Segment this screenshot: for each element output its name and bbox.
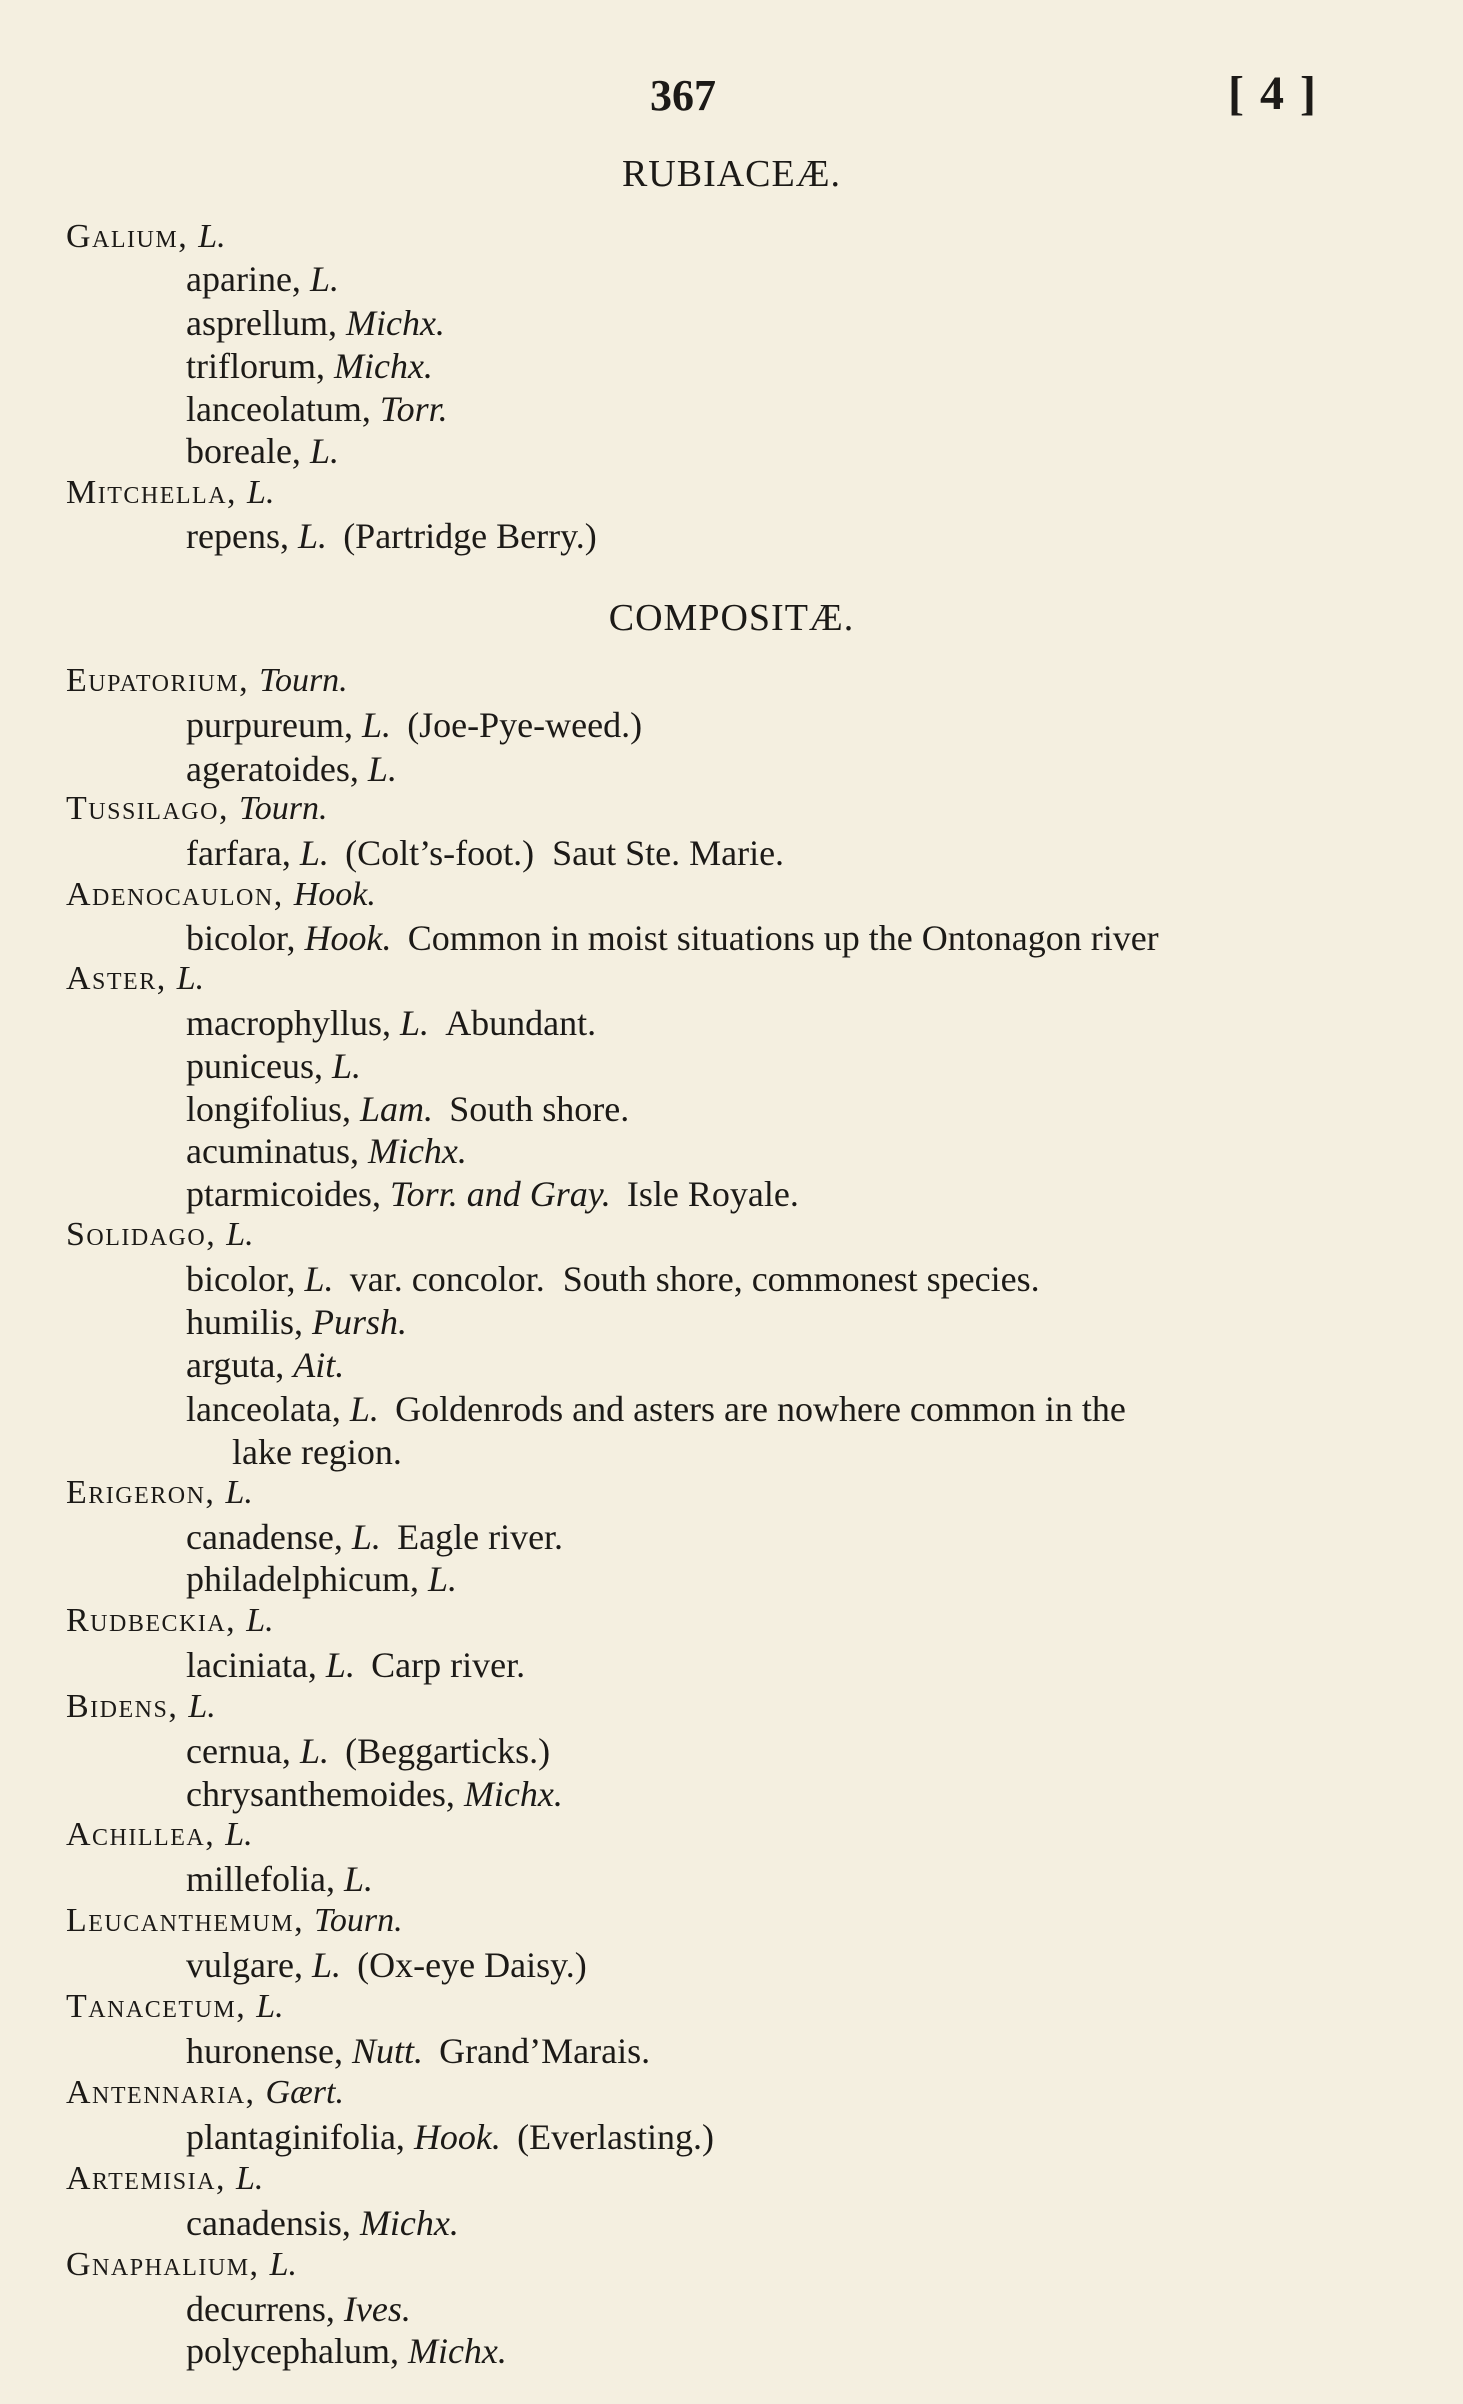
plate-number: [ 4 ]	[1228, 67, 1318, 120]
species-note: Carp river.	[371, 1645, 526, 1685]
genus-author: L.	[256, 1988, 284, 2025]
genus-author: L.	[246, 1602, 274, 1639]
species-name: aparine,	[186, 259, 301, 299]
species-entry	[186, 2330, 507, 2372]
genus-name: Solidago,	[66, 1216, 217, 1253]
genus-author: Tourn.	[259, 662, 348, 699]
species-author: Nutt.	[351, 2031, 423, 2071]
genus-entry	[66, 1902, 403, 1940]
species-note: Grand’Marais.	[439, 2031, 651, 2071]
species-entry	[186, 515, 597, 557]
genus-entry	[66, 1816, 253, 1854]
species-entry	[186, 1858, 373, 1900]
genus-name: Eupatorium,	[66, 662, 250, 699]
species-name: ptarmicoides,	[186, 1174, 381, 1214]
species-note: (Ox-eye Daisy.)	[357, 1945, 587, 1985]
species-entry	[186, 832, 784, 874]
species-note: Abundant.	[445, 1003, 597, 1043]
species-author: Michx.	[463, 1774, 563, 1814]
genus-entry	[66, 1988, 284, 2026]
genus-entry	[66, 474, 274, 512]
species-name: acuminatus,	[186, 1131, 359, 1171]
genus-name: Tussilago,	[66, 790, 229, 827]
genus-author: Hook.	[293, 876, 376, 913]
species-author: L.	[399, 1003, 429, 1043]
species-note: Goldenrods and asters are nowhere common in the	[395, 1389, 1126, 1429]
species-author: L.	[304, 1259, 334, 1299]
genus-name: Rudbeckia,	[66, 1602, 237, 1639]
species-note: (Everlasting.)	[517, 2117, 715, 2157]
species-author: Lam.	[360, 1089, 434, 1129]
species-name: canadense,	[186, 1517, 343, 1557]
genus-name: Erigeron,	[66, 1474, 216, 1511]
genus-author: L.	[176, 960, 205, 997]
genus-author: L.	[269, 2246, 297, 2283]
species-name: cernua,	[186, 1731, 291, 1771]
species-author: Pursh.	[312, 1302, 408, 1342]
species-note: Common in moist situations up the Ontonagon river	[407, 918, 1159, 958]
genus-entry	[66, 1688, 216, 1726]
species-author: L.	[309, 259, 339, 299]
species-note-continuation: lake region.	[232, 1432, 402, 1472]
species-name: canadensis,	[186, 2203, 351, 2243]
species-entry	[186, 2116, 714, 2158]
species-note: (Partridge Berry.)	[343, 516, 597, 556]
genus-entry	[66, 662, 348, 700]
species-author: L.	[299, 833, 329, 873]
species-author: Michx.	[359, 2203, 459, 2243]
page-number: 367	[650, 71, 716, 120]
species-entry	[186, 1558, 457, 1600]
species-author: L.	[309, 431, 339, 471]
species-author: L.	[361, 705, 391, 745]
species-name: vulgare,	[186, 1945, 303, 1985]
species-name: laciniata,	[186, 1645, 317, 1685]
species-entry	[186, 704, 642, 746]
species-author: L.	[331, 1046, 361, 1086]
species-name: boreale,	[186, 431, 301, 471]
species-entry	[186, 1130, 467, 1172]
species-author: Ives.	[343, 2289, 411, 2329]
genus-author: Tourn.	[238, 790, 328, 827]
species-name: decurrens,	[186, 2289, 335, 2329]
family-heading: RUBIACEÆ.	[621, 153, 842, 195]
species-name: longifolius,	[186, 1089, 352, 1129]
genus-author: L.	[188, 1688, 216, 1725]
species-author: L.	[351, 1517, 381, 1557]
species-entry	[186, 1301, 407, 1343]
species-author: Hook.	[413, 2117, 501, 2157]
species-author: L.	[325, 1645, 355, 1685]
species-author: L.	[367, 749, 397, 789]
genus-entry	[66, 876, 376, 914]
species-note: var. concolor. South shore, commonest species.	[349, 1259, 1040, 1299]
species-author: L.	[299, 1731, 329, 1771]
species-entry	[186, 1644, 525, 1686]
genus-author: L.	[225, 1816, 253, 1853]
genus-name: Adenocaulon,	[66, 876, 284, 913]
genus-entry	[66, 2246, 297, 2284]
genus-author: L.	[198, 218, 226, 255]
species-entry	[186, 1088, 629, 1130]
species-name: farfara,	[186, 833, 291, 873]
genus-name: Tanacetum,	[66, 1988, 247, 2025]
species-name: humilis,	[186, 1302, 304, 1342]
genus-author: L.	[235, 2160, 264, 2197]
species-note: Eagle river.	[397, 1517, 564, 1557]
genus-entry	[66, 2160, 263, 2198]
species-author: Michx.	[333, 346, 433, 386]
species-author: Michx.	[367, 1131, 467, 1171]
genus-entry	[66, 1474, 253, 1512]
species-entry	[186, 2202, 459, 2244]
genus-name: Galium,	[66, 218, 189, 255]
genus-author: L.	[247, 474, 275, 511]
species-entry	[186, 1944, 587, 1986]
species-entry	[186, 1258, 1040, 1300]
species-author: L.	[297, 516, 327, 556]
genus-entry	[66, 1602, 274, 1640]
species-name: macrophyllus,	[186, 1003, 391, 1043]
species-name: lanceolatum,	[186, 389, 371, 429]
genus-entry	[66, 2074, 344, 2112]
species-name: purpureum,	[186, 705, 353, 745]
species-author: Michx.	[345, 303, 445, 343]
species-note: (Colt’s-foot.) Saut Ste. Marie.	[345, 833, 785, 873]
species-entry	[186, 917, 1159, 959]
family-heading: COMPOSITÆ.	[608, 597, 855, 639]
species-author: L.	[427, 1559, 457, 1599]
species-entry	[186, 302, 445, 344]
species-entry	[186, 1516, 563, 1558]
species-entry	[186, 2288, 411, 2330]
species-entry	[186, 388, 448, 430]
species-author: L.	[343, 1859, 373, 1899]
genus-entry	[66, 218, 226, 256]
species-author: L.	[349, 1389, 379, 1429]
species-entry	[186, 1388, 1126, 1430]
genus-entry	[66, 1216, 254, 1254]
species-entry	[186, 1773, 563, 1815]
species-entry	[186, 345, 433, 387]
genus-author: L.	[226, 1216, 254, 1253]
species-name: asprellum,	[186, 303, 337, 343]
species-name: philadelphicum,	[186, 1559, 419, 1599]
genus-name: Leucanthemum,	[66, 1902, 305, 1939]
species-name: repens,	[186, 516, 289, 556]
species-name: chrysanthemoides,	[186, 1774, 455, 1814]
species-entry	[186, 1344, 344, 1386]
species-author: Michx.	[407, 2331, 507, 2371]
genus-name: Gnaphalium,	[66, 2246, 260, 2283]
species-note: (Joe-Pye-weed.)	[407, 705, 643, 745]
species-note: (Beggarticks.)	[345, 1731, 551, 1771]
species-name: bicolor,	[186, 1259, 296, 1299]
species-author: Ait.	[293, 1345, 345, 1385]
species-name: polycephalum,	[186, 2331, 399, 2371]
species-name: ageratoides,	[186, 749, 359, 789]
species-entry	[186, 258, 339, 300]
genus-name: Aster,	[66, 960, 167, 997]
species-entry	[186, 1173, 799, 1215]
species-name: puniceus,	[186, 1046, 323, 1086]
species-name: bicolor,	[186, 918, 296, 958]
genus-author: L.	[225, 1474, 253, 1511]
genus-name: Mitchella,	[66, 474, 238, 511]
species-entry	[186, 1002, 596, 1044]
species-name: lanceolata,	[186, 1389, 341, 1429]
genus-name: Achillea,	[66, 1816, 216, 1853]
species-name: huronense,	[186, 2031, 343, 2071]
genus-name: Artemisia,	[66, 2160, 226, 2197]
species-author: L.	[311, 1945, 341, 1985]
species-entry	[186, 1045, 361, 1087]
species-name: plantaginifolia,	[186, 2117, 405, 2157]
species-author: Torr.	[379, 389, 448, 429]
species-author: Torr. and Gray.	[389, 1174, 611, 1214]
species-name: arguta,	[186, 1345, 285, 1385]
genus-name: Antennaria,	[66, 2074, 256, 2111]
genus-name: Bidens,	[66, 1688, 179, 1725]
genus-entry	[66, 790, 327, 828]
species-entry	[186, 2030, 650, 2072]
species-entry	[186, 1730, 550, 1772]
species-name: triflorum,	[186, 346, 325, 386]
species-note: South shore.	[449, 1089, 630, 1129]
species-name: millefolia,	[186, 1859, 335, 1899]
genus-author: Gært.	[265, 2074, 344, 2111]
genus-entry	[66, 960, 204, 998]
species-entry	[186, 430, 339, 472]
species-entry	[186, 748, 397, 790]
species-note: Isle Royale.	[626, 1174, 799, 1214]
species-author: Hook.	[304, 918, 392, 958]
genus-author: Tourn.	[314, 1902, 403, 1939]
